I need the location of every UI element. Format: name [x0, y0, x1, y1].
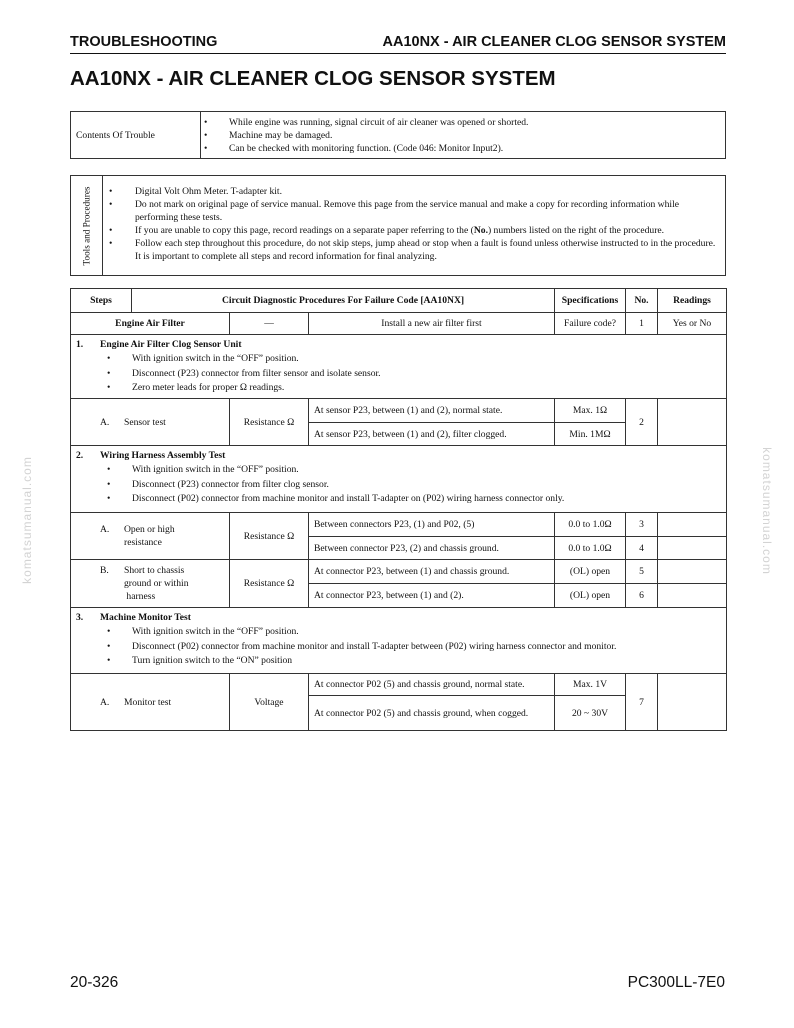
tools-item: • If you are unable to copy this page, record readings on a separate paper referring to the (No.) numbers listed on the right of the procedure. — [107, 224, 717, 237]
reading-cell — [658, 674, 727, 731]
page-title: AA10NX - AIR CLEANER CLOG SENSOR SYSTEM — [70, 67, 556, 90]
air-filter-no: 1 — [626, 313, 658, 335]
running-header — [70, 33, 726, 54]
section-3-heading: 3. Machine Monitor Test — [76, 612, 191, 623]
section-1-row — [71, 335, 727, 399]
contents-of-trouble-box — [70, 111, 726, 159]
section-3-item: • Disconnect (P02) connector from machine monitor and install T-adapter between (P02) wiring harness connector and monitor. — [76, 640, 721, 655]
air-filter-action: Install a new air filter first — [309, 313, 555, 335]
section-2-list — [76, 463, 721, 507]
spec-cell: 20 ~ 30V — [555, 696, 626, 731]
section-2-item: • Disconnect (P23) connector from filter clog sensor. — [76, 478, 721, 493]
procedure-cell: At connector P02 (5) and chassis ground, when cogged. — [309, 696, 555, 731]
step-no-cell: 3 — [626, 513, 658, 537]
air-filter-dash: — — [230, 313, 309, 335]
section-2-cell — [71, 446, 727, 513]
procedure-cell: Between connectors P23, (1) and P02, (5) — [309, 513, 555, 537]
procedure-cell: At connector P02 (5) and chassis ground, normal state. — [309, 674, 555, 696]
section-3-list — [76, 625, 721, 669]
table-row — [71, 674, 727, 696]
short-test-name: B. Short to chassis ground or within harness — [71, 560, 230, 608]
step-no-cell: 6 — [626, 584, 658, 608]
spec-cell: (OL) open — [555, 584, 626, 608]
header-procedures: Circuit Diagnostic Procedures For Failure Code [AA10NX] — [132, 289, 555, 313]
spec-cell: Max. 1V — [555, 674, 626, 696]
header-specifications: Specifications — [555, 289, 626, 313]
section-1-item: • With ignition switch in the “OFF” position. — [76, 352, 721, 367]
spec-cell: Max. 1Ω — [555, 399, 626, 423]
table-row — [71, 513, 727, 537]
watermark-left: komatsumanual.com — [20, 456, 34, 584]
diagnostic-procedure-table — [70, 288, 727, 731]
monitor-test-name: A. Monitor test — [71, 674, 230, 731]
sensor-test-name: A. Sensor test — [71, 399, 230, 446]
table-row — [71, 560, 727, 584]
tools-and-procedures-label: Tools and Procedures — [71, 176, 103, 275]
section-1-list — [76, 352, 721, 396]
contents-of-trouble-list — [202, 116, 721, 155]
reading-cell — [658, 584, 727, 608]
header-no: No. — [626, 289, 658, 313]
spec-cell: Min. 1MΩ — [555, 423, 626, 446]
tools-item: • Do not mark on original page of service manual. Remove this page from the service manual and make a copy for recording information while performing these tests. — [107, 198, 717, 224]
header-code-title: AA10NX - AIR CLEANER CLOG SENSOR SYSTEM — [382, 34, 726, 50]
procedure-cell: At connector P23, between (1) and chassis ground. — [309, 560, 555, 584]
section-2-item: • Disconnect (P02) connector from machine monitor and install T-adapter on (P02) wiring harness connector only. — [76, 492, 721, 507]
air-filter-spec: Failure code? — [555, 313, 626, 335]
procedure-cell: At sensor P23, between (1) and (2), normal state. — [309, 399, 555, 423]
section-1-cell — [71, 335, 727, 399]
open-resistance-measure: Resistance Ω — [230, 513, 309, 560]
tools-item: • Follow each step throughout this procedure, do not skip steps, jump ahead or stop when a fault is found unless otherwise instructed to in the procedure. It is important to complete all steps and record information for final analyzing. — [107, 237, 717, 263]
reading-cell — [658, 399, 727, 446]
section-2-item: • With ignition switch in the “OFF” position. — [76, 463, 721, 478]
tools-list — [107, 185, 717, 263]
contents-item: • Machine may be damaged. — [202, 129, 721, 142]
section-3-row — [71, 608, 727, 674]
model-code: PC300LL-7E0 — [627, 974, 725, 991]
page-number: 20-326 — [70, 974, 119, 991]
procedure-cell: At sensor P23, between (1) and (2), filter clogged. — [309, 423, 555, 446]
section-2-row — [71, 446, 727, 513]
air-filter-reading: Yes or No — [658, 313, 727, 335]
step-no-cell: 2 — [626, 399, 658, 446]
open-resistance-test-name: A. Open or high resistance — [71, 513, 230, 560]
spec-cell: 0.0 to 1.0Ω — [555, 513, 626, 537]
short-test-measure: Resistance Ω — [230, 560, 309, 608]
step-no-cell: 4 — [626, 537, 658, 560]
header-steps: Steps — [71, 289, 132, 313]
watermark-right: komatsumanual.com — [760, 447, 774, 575]
sensor-test-measure: Resistance Ω — [230, 399, 309, 446]
section-2-heading: 2. Wiring Harness Assembly Test — [76, 450, 226, 461]
spec-cell: 0.0 to 1.0Ω — [555, 537, 626, 560]
tools-and-procedures-box — [70, 175, 726, 276]
section-1-item: • Zero meter leads for proper Ω readings. — [76, 381, 721, 396]
reading-cell — [658, 537, 727, 560]
section-3-item: • Turn ignition switch to the “ON” position — [76, 654, 721, 669]
reading-cell — [658, 513, 727, 537]
section-3-cell — [71, 608, 727, 674]
table-header-row — [71, 289, 727, 313]
tools-item: • Digital Volt Ohm Meter. T-adapter kit. — [107, 185, 717, 198]
monitor-test-measure: Voltage — [230, 674, 309, 731]
procedure-cell: Between connector P23, (2) and chassis ground. — [309, 537, 555, 560]
section-1-item: • Disconnect (P23) connector from filter sensor and isolate sensor. — [76, 367, 721, 382]
reading-cell — [658, 560, 727, 584]
contents-item: • While engine was running, signal circuit of air cleaner was opened or shorted. — [202, 116, 721, 129]
header-readings: Readings — [658, 289, 727, 313]
air-filter-label: Engine Air Filter — [71, 313, 230, 335]
header-section: TROUBLESHOOTING — [70, 34, 218, 50]
procedure-cell: At connector P23, between (1) and (2). — [309, 584, 555, 608]
spec-cell: (OL) open — [555, 560, 626, 584]
step-no-cell: 7 — [626, 674, 658, 731]
table-row — [71, 399, 727, 423]
contents-item: • Can be checked with monitoring function. (Code 046: Monitor Input2). — [202, 142, 721, 155]
section-1-heading: 1. Engine Air Filter Clog Sensor Unit — [76, 339, 242, 350]
step-no-cell: 5 — [626, 560, 658, 584]
air-filter-row — [71, 313, 727, 335]
contents-of-trouble-label: Contents Of Trouble — [71, 112, 201, 158]
section-3-item: • With ignition switch in the “OFF” position. — [76, 625, 721, 640]
